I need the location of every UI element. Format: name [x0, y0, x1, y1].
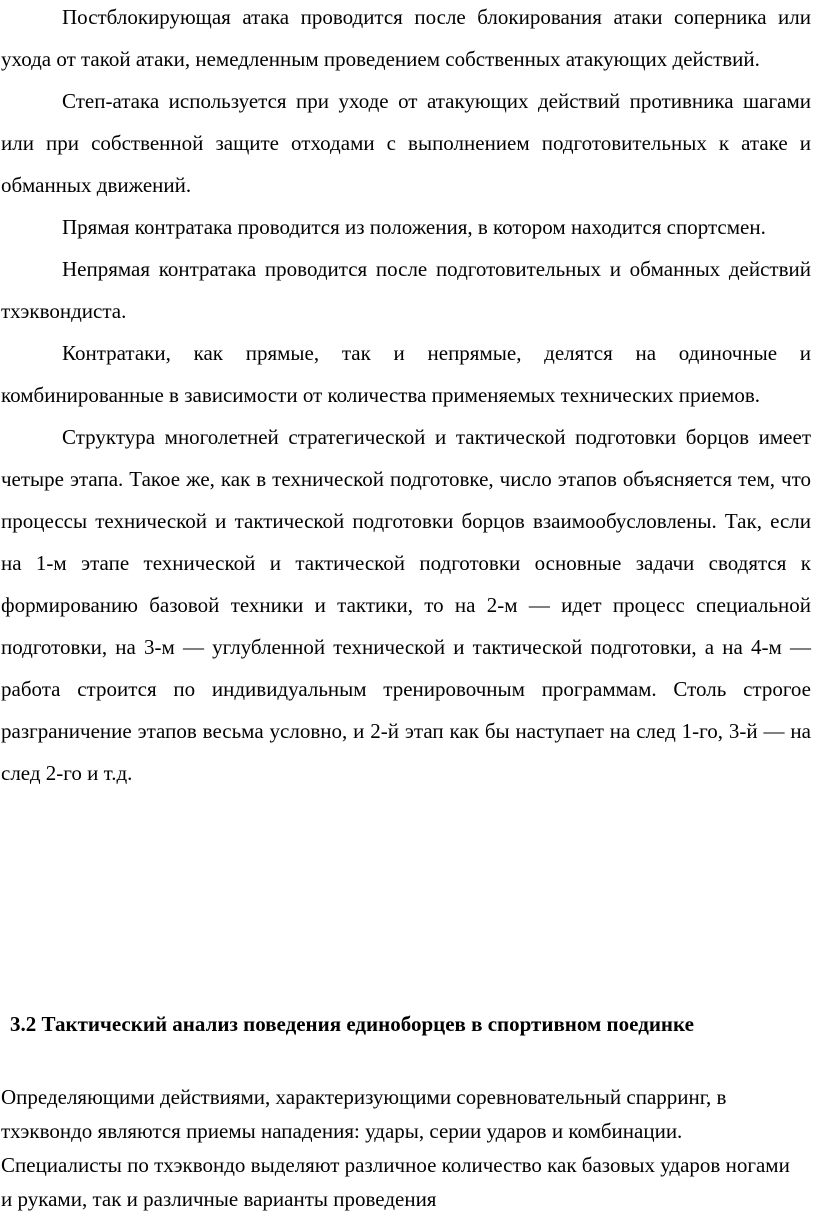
paragraph-step-attack: Степ-атака используется при уходе от атакующих действий противника шагами или при собственной защите отходами с выполнением подготовительных к атаке и обманных движений. — [1, 89, 811, 197]
paragraph-training-structure: Структура многолетней стратегической и тактической подготовки борцов имеет четыре этапа. Такое же, как в технической подготовке, число этапов объясняется тем, что процессы технической и тактической подготовки борцов взаимообусловлены. Так, если на 1-м этапе технической и тактической подготовки основные задачи сводятся к формированию базовой техники и тактики, то на 2-м — идет процесс специальной подготовки, на 3-м — углубленной технической и тактической подготовки, а на 4-м — работа строится по индивидуальным тренировочным программам. Столь строгое разграничение этапов весьма условно, и 2-й этап как бы наступает на след 1-го, 3-й — на след 2-го и т.д. — [1, 425, 811, 785]
paragraph-indirect-counterattack: Непрямая контратака проводится после подготовительных и обманных действий тхэквондиста. — [1, 257, 811, 323]
paragraph-postblock-attack: Постблокирующая атака проводится после блокирования атаки соперника или ухода от такой атаки, немедленным проведением собственных атакующих действий. — [1, 5, 811, 71]
section-paragraph: Определяющими действиями, характеризующими соревновательный спарринг, в тхэквондо являются приемы нападения: удары, серии ударов и комбинации. Специалисты по тхэквондо выделяют различное количество как базовых ударов ногами и руками, так и различные варианты проведения — [1, 1085, 790, 1211]
paragraph-direct-counterattack: Прямая контратака проводится из положения, в котором находится спортсмен. — [62, 215, 766, 239]
section-heading: 3.2 Тактический анализ поведения единоборцев в спортивном поединке — [10, 1012, 694, 1036]
paragraph-counterattack-types: Контратаки, как прямые, так и непрямые, делятся на одиночные и комбинированные в зависимости от количества применяемых технических приемов. — [1, 341, 811, 407]
